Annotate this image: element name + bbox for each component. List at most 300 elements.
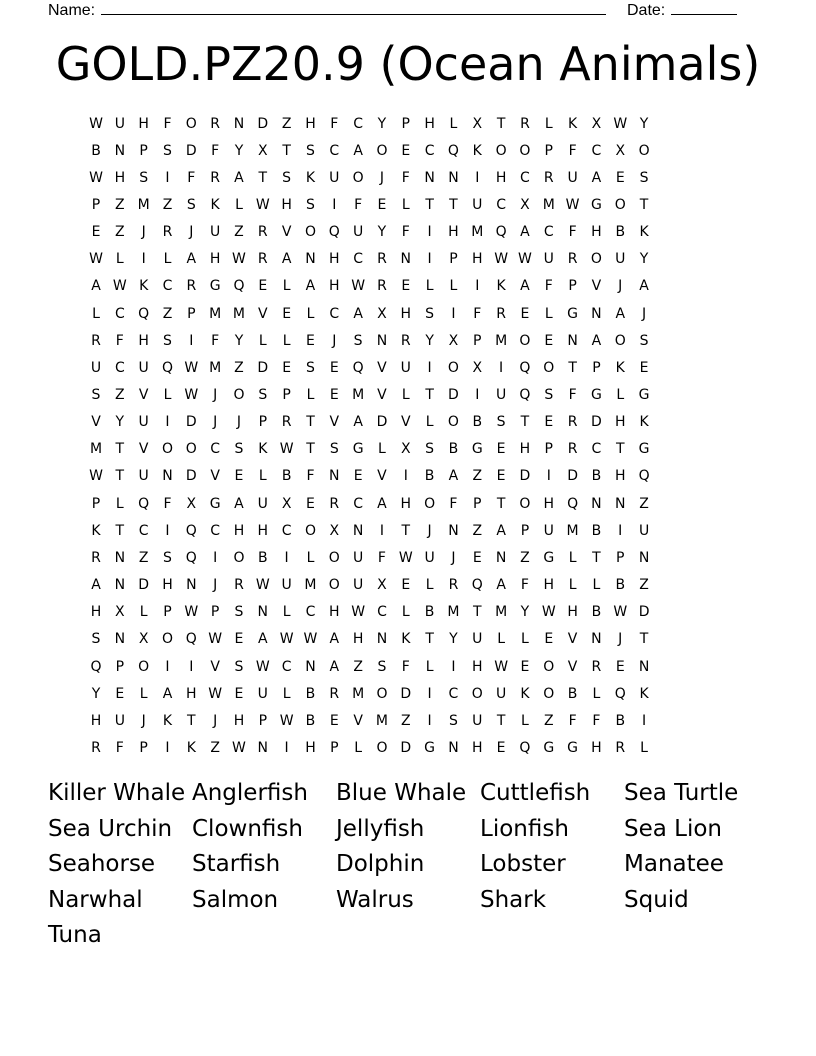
grid-letter[interactable]: M xyxy=(137,196,150,213)
grid-letter[interactable]: K xyxy=(91,522,101,539)
grid-letter[interactable]: P xyxy=(187,305,196,322)
grid-letter[interactable]: O xyxy=(304,522,316,539)
grid-letter[interactable]: N xyxy=(591,631,602,648)
grid-letter[interactable]: C xyxy=(281,522,292,539)
grid-letter[interactable]: V xyxy=(567,658,578,675)
grid-letter[interactable]: Q xyxy=(567,495,579,512)
grid-letter[interactable]: E xyxy=(520,305,530,322)
grid-letter[interactable]: L xyxy=(425,658,434,675)
grid-letter[interactable]: N xyxy=(424,169,435,186)
grid-letter[interactable]: K xyxy=(162,712,173,729)
grid-letter[interactable]: X xyxy=(400,441,411,458)
grid-letter[interactable]: Y xyxy=(91,685,101,702)
grid-letter[interactable]: V xyxy=(210,468,220,485)
grid-letter[interactable]: V xyxy=(91,414,101,431)
grid-letter[interactable]: U xyxy=(353,224,364,241)
grid-letter[interactable]: L xyxy=(425,414,434,431)
grid-letter[interactable]: H xyxy=(138,115,149,132)
grid-letter[interactable]: L xyxy=(568,577,577,594)
grid-letter[interactable]: X xyxy=(520,196,530,213)
grid-letter[interactable]: H xyxy=(305,739,316,756)
grid-letter[interactable]: E xyxy=(544,631,554,648)
grid-letter[interactable]: W xyxy=(565,196,580,213)
grid-letter[interactable]: C xyxy=(377,604,387,621)
grid-letter[interactable]: A xyxy=(591,169,602,186)
grid-letter[interactable]: R xyxy=(567,251,578,268)
grid-letter[interactable]: R xyxy=(543,169,554,186)
grid-letter[interactable]: A xyxy=(520,224,530,241)
grid-letter[interactable]: M xyxy=(495,604,508,621)
grid-letter[interactable]: N xyxy=(376,631,388,648)
grid-letter[interactable]: I xyxy=(284,549,289,566)
grid-letter[interactable]: X xyxy=(186,495,197,512)
grid-letter[interactable]: O xyxy=(495,142,507,159)
grid-letter[interactable]: G xyxy=(543,549,555,566)
grid-letter[interactable]: C xyxy=(305,604,316,621)
grid-letter[interactable]: F xyxy=(163,495,172,512)
grid-letter[interactable]: L xyxy=(306,305,315,322)
grid-letter[interactable]: P xyxy=(115,658,125,675)
grid-letter[interactable]: P xyxy=(139,142,148,159)
grid-letter[interactable]: P xyxy=(449,251,458,268)
grid-letter[interactable]: J xyxy=(141,224,146,241)
grid-letter[interactable]: E xyxy=(115,685,125,702)
grid-letter[interactable]: X xyxy=(472,115,483,132)
grid-letter[interactable]: Y xyxy=(639,251,649,268)
grid-letter[interactable]: V xyxy=(258,305,268,322)
grid-letter[interactable]: P xyxy=(139,739,148,756)
grid-letter[interactable]: K xyxy=(615,359,625,376)
grid-letter[interactable]: E xyxy=(615,658,625,675)
grid-letter[interactable]: F xyxy=(354,196,363,213)
grid-letter[interactable]: B xyxy=(305,712,316,729)
grid-letter[interactable]: B xyxy=(615,712,626,729)
grid-letter[interactable]: L xyxy=(449,115,458,132)
grid-letter[interactable]: O xyxy=(614,332,626,349)
grid-letter[interactable]: H xyxy=(352,631,364,648)
grid-letter[interactable]: W xyxy=(89,115,103,132)
grid-letter[interactable]: R xyxy=(210,115,220,132)
grid-letter[interactable]: W xyxy=(184,604,199,621)
grid-letter[interactable]: N xyxy=(329,468,340,485)
grid-letter[interactable]: K xyxy=(568,115,578,132)
grid-letter[interactable]: N xyxy=(352,522,364,539)
grid-letter[interactable]: T xyxy=(639,631,649,648)
grid-letter[interactable]: C xyxy=(210,441,221,458)
grid-letter[interactable]: P xyxy=(210,604,220,621)
grid-letter[interactable]: Z xyxy=(234,224,244,241)
grid-letter[interactable]: X xyxy=(448,332,459,349)
grid-letter[interactable]: K xyxy=(639,685,649,702)
grid-letter[interactable]: P xyxy=(91,196,101,213)
grid-letter[interactable]: U xyxy=(138,414,149,431)
grid-letter[interactable]: B xyxy=(281,468,292,485)
grid-letter[interactable]: O xyxy=(161,631,173,648)
grid-letter[interactable]: F xyxy=(449,495,458,512)
grid-letter[interactable]: L xyxy=(378,441,386,458)
grid-letter[interactable]: A xyxy=(639,278,649,295)
grid-letter[interactable]: Z xyxy=(543,712,554,729)
grid-letter[interactable]: T xyxy=(115,441,125,458)
grid-letter[interactable]: S xyxy=(258,387,268,403)
grid-letter[interactable]: M xyxy=(89,441,103,458)
grid-letter[interactable]: O xyxy=(519,142,531,159)
grid-letter[interactable]: X xyxy=(615,142,626,159)
grid-letter[interactable]: T xyxy=(472,604,482,621)
grid-letter[interactable]: Y xyxy=(639,115,649,132)
grid-letter[interactable]: E xyxy=(234,631,244,648)
grid-letter[interactable]: Q xyxy=(638,468,650,485)
grid-letter[interactable]: S xyxy=(234,604,244,621)
grid-letter[interactable]: D xyxy=(591,414,602,431)
grid-letter[interactable]: U xyxy=(353,549,364,566)
grid-letter[interactable]: L xyxy=(282,604,291,621)
grid-letter[interactable]: N xyxy=(114,549,126,566)
grid-letter[interactable]: J xyxy=(213,577,218,594)
grid-letter[interactable]: U xyxy=(329,169,340,186)
grid-letter[interactable]: P xyxy=(568,278,577,295)
grid-letter[interactable]: H xyxy=(472,251,483,268)
grid-letter[interactable]: G xyxy=(567,739,579,756)
grid-letter[interactable]: E xyxy=(234,685,244,702)
grid-letter[interactable]: L xyxy=(521,712,529,729)
grid-letter[interactable]: R xyxy=(210,169,220,186)
grid-letter[interactable]: M xyxy=(304,577,317,594)
grid-letter[interactable]: U xyxy=(210,224,221,241)
grid-letter[interactable]: E xyxy=(496,441,506,458)
grid-letter[interactable]: R xyxy=(257,251,268,268)
grid-letter[interactable]: H xyxy=(614,468,626,485)
grid-letter[interactable]: Z xyxy=(162,305,173,322)
grid-letter[interactable]: I xyxy=(427,685,432,702)
grid-letter[interactable]: S xyxy=(425,441,435,458)
grid-letter[interactable]: Q xyxy=(614,685,626,702)
grid-letter[interactable]: C xyxy=(424,142,435,159)
grid-letter[interactable]: K xyxy=(520,685,530,702)
grid-letter[interactable]: T xyxy=(425,196,434,213)
grid-letter[interactable]: C xyxy=(448,685,459,702)
grid-letter[interactable]: O xyxy=(328,577,340,594)
grid-letter[interactable]: Y xyxy=(377,224,387,241)
grid-letter[interactable]: O xyxy=(376,739,388,756)
grid-letter[interactable]: F xyxy=(401,224,410,241)
grid-letter[interactable]: B xyxy=(257,549,268,566)
grid-letter[interactable]: R xyxy=(567,441,578,458)
grid-letter[interactable]: U xyxy=(543,251,554,268)
grid-letter[interactable]: S xyxy=(306,359,315,376)
grid-letter[interactable]: T xyxy=(496,495,506,512)
grid-letter[interactable]: W xyxy=(232,251,246,268)
grid-letter[interactable]: F xyxy=(592,712,601,729)
grid-letter[interactable]: E xyxy=(472,549,482,566)
grid-letter[interactable]: W xyxy=(255,196,270,213)
grid-letter[interactable]: H xyxy=(400,495,412,512)
grid-letter[interactable]: A xyxy=(353,305,363,322)
grid-letter[interactable]: H xyxy=(591,224,602,241)
grid-letter[interactable]: R xyxy=(448,577,459,594)
grid-letter[interactable]: Z xyxy=(115,196,125,213)
grid-letter[interactable]: M xyxy=(352,387,365,403)
grid-letter[interactable]: W xyxy=(494,658,509,675)
grid-letter[interactable]: N xyxy=(638,658,650,675)
grid-letter[interactable]: E xyxy=(306,495,315,512)
grid-letter[interactable]: Z xyxy=(162,196,173,213)
grid-letter[interactable]: X xyxy=(377,305,387,322)
grid-letter[interactable]: W xyxy=(351,604,366,621)
grid-letter[interactable]: N xyxy=(305,658,316,675)
grid-letter[interactable]: Z xyxy=(520,549,530,566)
grid-letter[interactable]: S xyxy=(234,441,244,458)
grid-letter[interactable]: F xyxy=(115,332,124,349)
grid-letter[interactable]: W xyxy=(208,685,223,702)
grid-letter[interactable]: D xyxy=(185,468,197,485)
grid-letter[interactable]: O xyxy=(447,414,459,431)
grid-letter[interactable]: I xyxy=(165,739,170,756)
grid-letter[interactable]: I xyxy=(332,196,337,213)
grid-letter[interactable]: X xyxy=(258,142,268,159)
grid-letter[interactable]: A xyxy=(162,685,173,702)
grid-letter[interactable]: H xyxy=(495,169,507,186)
grid-letter[interactable]: C xyxy=(353,115,364,132)
grid-letter[interactable]: I xyxy=(189,658,194,675)
grid-letter[interactable]: I xyxy=(213,549,218,566)
grid-letter[interactable]: R xyxy=(615,739,626,756)
grid-letter[interactable]: D xyxy=(567,468,578,485)
grid-letter[interactable]: I xyxy=(427,251,432,268)
grid-letter[interactable]: U xyxy=(257,685,268,702)
grid-letter[interactable]: E xyxy=(496,468,506,485)
grid-letter[interactable]: M xyxy=(447,604,460,621)
grid-letter[interactable]: F xyxy=(211,142,220,159)
grid-letter[interactable]: B xyxy=(424,468,435,485)
grid-letter[interactable]: H xyxy=(543,577,555,594)
grid-letter[interactable]: E xyxy=(329,359,339,376)
grid-letter[interactable]: V xyxy=(138,387,149,403)
grid-letter[interactable]: C xyxy=(353,251,364,268)
grid-letter[interactable]: V xyxy=(329,414,340,431)
grid-letter[interactable]: N xyxy=(305,251,316,268)
grid-letter[interactable]: X xyxy=(138,631,149,648)
grid-letter[interactable]: P xyxy=(473,495,482,512)
grid-letter[interactable]: X xyxy=(115,604,125,621)
grid-letter[interactable]: I xyxy=(189,332,194,349)
grid-letter[interactable]: J xyxy=(213,414,218,431)
grid-letter[interactable]: A xyxy=(281,251,292,268)
grid-letter[interactable]: P xyxy=(473,332,482,349)
grid-letter[interactable]: G xyxy=(638,441,650,458)
grid-letter[interactable]: X xyxy=(591,115,602,132)
grid-letter[interactable]: U xyxy=(400,359,411,376)
grid-letter[interactable]: Z xyxy=(138,549,149,566)
grid-letter[interactable]: W xyxy=(89,169,103,186)
grid-letter[interactable]: J xyxy=(213,387,218,403)
grid-letter[interactable]: Q xyxy=(352,359,364,376)
grid-letter[interactable]: M xyxy=(542,196,555,213)
grid-letter[interactable]: U xyxy=(615,251,626,268)
grid-letter[interactable]: J xyxy=(213,712,218,729)
grid-letter[interactable]: R xyxy=(186,278,197,295)
grid-letter[interactable]: Z xyxy=(639,495,649,512)
grid-letter[interactable]: E xyxy=(306,332,315,349)
grid-letter[interactable]: Q xyxy=(495,224,507,241)
grid-letter[interactable]: L xyxy=(115,495,124,512)
grid-letter[interactable]: C xyxy=(114,359,125,376)
grid-letter[interactable]: V xyxy=(138,441,149,458)
grid-letter[interactable]: H xyxy=(138,332,149,349)
grid-letter[interactable]: O xyxy=(138,658,150,675)
grid-letter[interactable]: O xyxy=(185,115,197,132)
grid-letter[interactable]: R xyxy=(591,658,602,675)
grid-letter[interactable]: T xyxy=(401,522,411,539)
grid-letter[interactable]: J xyxy=(618,278,623,295)
grid-letter[interactable]: W xyxy=(89,468,103,485)
grid-letter[interactable]: W xyxy=(351,278,366,295)
grid-letter[interactable]: W xyxy=(112,278,127,295)
grid-letter[interactable]: N xyxy=(114,142,126,159)
grid-letter[interactable]: L xyxy=(568,549,577,566)
grid-letter[interactable]: T xyxy=(639,196,649,213)
grid-letter[interactable]: E xyxy=(91,224,101,241)
grid-letter[interactable]: N xyxy=(114,577,126,594)
grid-letter[interactable]: J xyxy=(642,305,647,322)
grid-letter[interactable]: O xyxy=(233,387,245,403)
grid-letter[interactable]: D xyxy=(376,414,388,431)
grid-letter[interactable]: S xyxy=(91,631,101,648)
grid-letter[interactable]: G xyxy=(590,387,602,403)
grid-letter[interactable]: C xyxy=(162,278,173,295)
grid-letter[interactable]: W xyxy=(613,115,628,132)
grid-letter[interactable]: P xyxy=(258,712,268,729)
grid-letter[interactable]: L xyxy=(115,251,124,268)
grid-letter[interactable]: R xyxy=(520,115,530,132)
grid-letter[interactable]: I xyxy=(427,712,432,729)
grid-letter[interactable]: T xyxy=(306,441,315,458)
grid-letter[interactable]: G xyxy=(209,278,221,295)
grid-letter[interactable]: E xyxy=(282,359,292,376)
grid-letter[interactable]: L xyxy=(401,604,410,621)
grid-letter[interactable]: U xyxy=(638,522,650,539)
grid-letter[interactable]: H xyxy=(186,685,197,702)
grid-letter[interactable]: A xyxy=(496,577,506,594)
grid-letter[interactable]: B xyxy=(448,441,459,458)
grid-letter[interactable]: T xyxy=(115,468,125,485)
grid-letter[interactable]: B xyxy=(91,142,101,159)
grid-letter[interactable]: J xyxy=(189,224,194,241)
grid-letter[interactable]: R xyxy=(567,414,578,431)
grid-letter[interactable]: Y xyxy=(377,115,387,132)
grid-letter[interactable]: U xyxy=(281,577,292,594)
grid-letter[interactable]: N xyxy=(448,169,459,186)
grid-letter[interactable]: A xyxy=(91,278,101,295)
grid-letter[interactable]: M xyxy=(352,685,365,702)
grid-letter[interactable]: H xyxy=(329,278,340,295)
grid-letter[interactable]: H xyxy=(424,115,435,132)
grid-letter[interactable]: H xyxy=(305,115,316,132)
grid-letter[interactable]: Y xyxy=(520,604,530,621)
grid-letter[interactable]: C xyxy=(353,495,364,512)
grid-letter[interactable]: W xyxy=(398,549,413,566)
grid-letter[interactable]: L xyxy=(282,332,291,349)
grid-letter[interactable]: S xyxy=(234,658,244,675)
grid-letter[interactable]: S xyxy=(377,658,387,675)
grid-letter[interactable]: P xyxy=(401,115,410,132)
grid-letter[interactable]: L xyxy=(306,387,315,403)
grid-letter[interactable]: O xyxy=(543,685,555,702)
grid-letter[interactable]: Q xyxy=(138,495,150,512)
grid-letter[interactable]: V xyxy=(353,712,363,729)
grid-letter[interactable]: N xyxy=(591,305,602,322)
grid-letter[interactable]: F xyxy=(401,658,410,675)
grid-letter[interactable]: X xyxy=(281,495,292,512)
grid-letter[interactable]: E xyxy=(639,359,649,376)
grid-letter[interactable]: B xyxy=(305,685,316,702)
grid-letter[interactable]: P xyxy=(330,739,339,756)
grid-letter[interactable]: A xyxy=(591,332,602,349)
grid-letter[interactable]: Y xyxy=(234,142,244,159)
grid-letter[interactable]: E xyxy=(615,169,625,186)
grid-letter[interactable]: O xyxy=(471,685,483,702)
grid-letter[interactable]: M xyxy=(209,305,222,322)
grid-letter[interactable]: T xyxy=(425,631,434,648)
grid-letter[interactable]: A xyxy=(353,414,363,431)
grid-letter[interactable]: F xyxy=(211,332,220,349)
grid-letter[interactable]: C xyxy=(496,196,506,213)
grid-letter[interactable]: T xyxy=(306,414,315,431)
grid-letter[interactable]: N xyxy=(591,495,602,512)
grid-letter[interactable]: T xyxy=(115,522,125,539)
grid-letter[interactable]: U xyxy=(138,468,149,485)
grid-letter[interactable]: F xyxy=(544,278,553,295)
grid-letter[interactable]: L xyxy=(306,549,315,566)
grid-letter[interactable]: C xyxy=(543,224,554,241)
grid-letter[interactable]: E xyxy=(401,142,411,159)
grid-letter[interactable]: K xyxy=(639,414,649,431)
grid-letter[interactable]: H xyxy=(114,169,126,186)
grid-letter[interactable]: U xyxy=(424,549,435,566)
grid-letter[interactable]: N xyxy=(400,251,412,268)
grid-letter[interactable]: N xyxy=(257,739,269,756)
grid-letter[interactable]: U xyxy=(257,495,268,512)
grid-letter[interactable]: F xyxy=(115,739,124,756)
grid-letter[interactable]: E xyxy=(544,414,554,431)
grid-letter[interactable]: Y xyxy=(115,414,125,431)
grid-letter[interactable]: L xyxy=(139,685,148,702)
grid-letter[interactable]: A xyxy=(234,169,244,186)
grid-letter[interactable]: O xyxy=(161,441,173,458)
grid-letter[interactable]: H xyxy=(614,414,626,431)
grid-letter[interactable]: E xyxy=(234,468,244,485)
grid-letter[interactable]: P xyxy=(592,359,601,376)
grid-letter[interactable]: G xyxy=(471,441,483,458)
grid-letter[interactable]: U xyxy=(114,712,125,729)
grid-letter[interactable]: I xyxy=(451,658,456,675)
grid-letter[interactable]: I xyxy=(499,359,504,376)
grid-letter[interactable]: N xyxy=(615,495,626,512)
grid-letter[interactable]: S xyxy=(329,441,339,458)
grid-letter[interactable]: D xyxy=(638,604,650,621)
grid-letter[interactable]: U xyxy=(495,387,507,403)
grid-letter[interactable]: B xyxy=(591,522,602,539)
grid-letter[interactable]: V xyxy=(377,468,387,485)
grid-letter[interactable]: L xyxy=(640,739,648,756)
grid-letter[interactable]: Q xyxy=(519,739,531,756)
grid-letter[interactable]: K xyxy=(496,278,506,295)
grid-letter[interactable]: V xyxy=(377,359,387,376)
grid-letter[interactable]: B xyxy=(472,414,483,431)
grid-letter[interactable]: P xyxy=(616,549,625,566)
grid-letter[interactable]: D xyxy=(448,387,459,403)
grid-letter[interactable]: Z xyxy=(639,577,649,594)
